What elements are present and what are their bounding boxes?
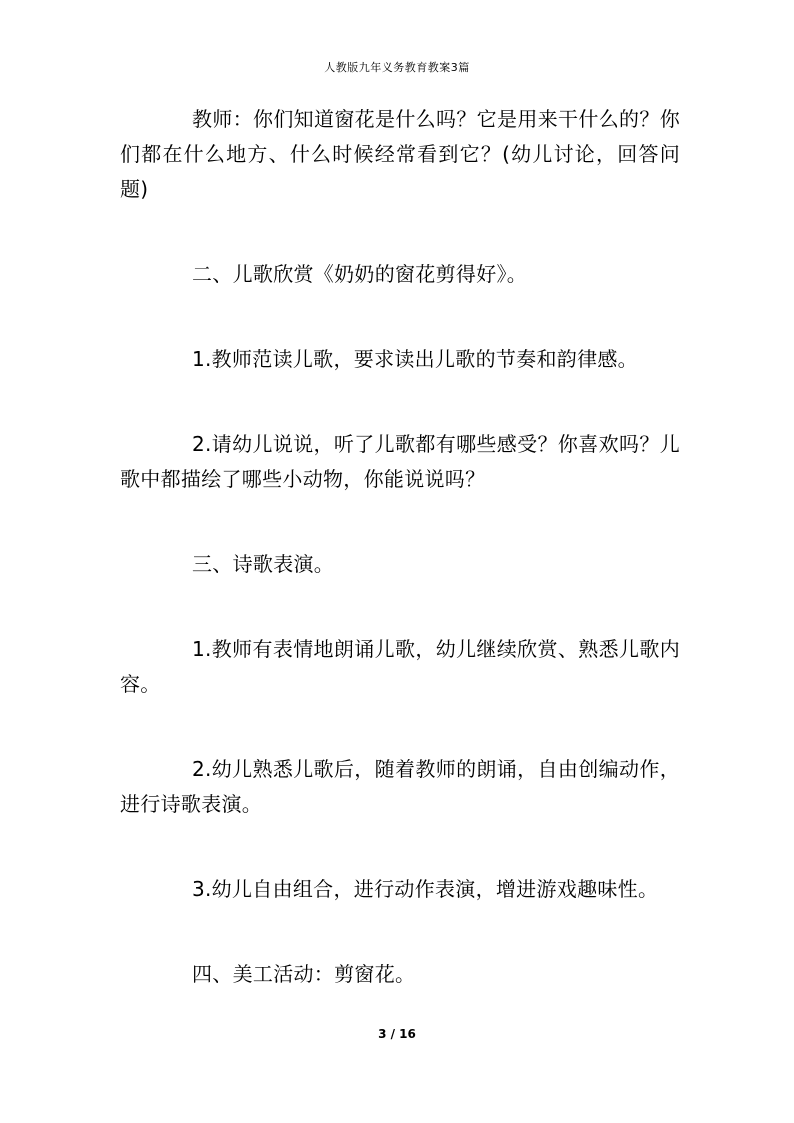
paragraph-gap [120,292,680,342]
section-heading-song-appreciation: 二、儿歌欣赏《奶奶的窗花剪得好》。 [192,262,528,286]
paragraph-gap [120,702,680,752]
section-heading-poem-performance: 三、诗歌表演。 [192,552,335,576]
document-body [120,102,680,992]
paragraph-step-free-actions: 2.幼儿熟悉儿歌后，随着教师的朗诵，自由创编动作，进行诗歌表演。 [120,757,680,816]
paragraph-gap [120,907,680,957]
page-number: 3 / 16 [378,1027,416,1041]
paragraph-gap [120,582,680,632]
paragraph-step-children-discuss: 2.请幼儿说说，听了儿歌都有哪些感受？你喜欢吗？儿歌中都描绘了哪些小动物，你能说说吗？ [120,432,680,491]
paragraph-gap [120,207,680,257]
page-header: 人教版九年义务教育教案3篇 [324,61,470,74]
paragraph-gap [120,497,680,547]
paragraph-step-recitation: 1.教师有表情地朗诵儿歌，幼儿继续欣赏、熟悉儿歌内容。 [120,637,680,696]
paragraph-step-group-performance: 3.幼儿自由组合，进行动作表演，增进游戏趣味性。 [192,877,659,901]
paragraph-gap [120,822,680,872]
paragraph-intro-question: 教师：你们知道窗花是什么吗？它是用来干什么的？你们都在什么地方、什么时候经常看到它？(幼儿讨论，回答问题) [120,107,680,201]
section-heading-art-activity: 四、美工活动：剪窗花。 [192,962,416,986]
paragraph-gap [120,377,680,427]
paragraph-step-teacher-reading: 1.教师范读儿歌，要求读出儿歌的节奏和韵律感。 [192,347,638,371]
